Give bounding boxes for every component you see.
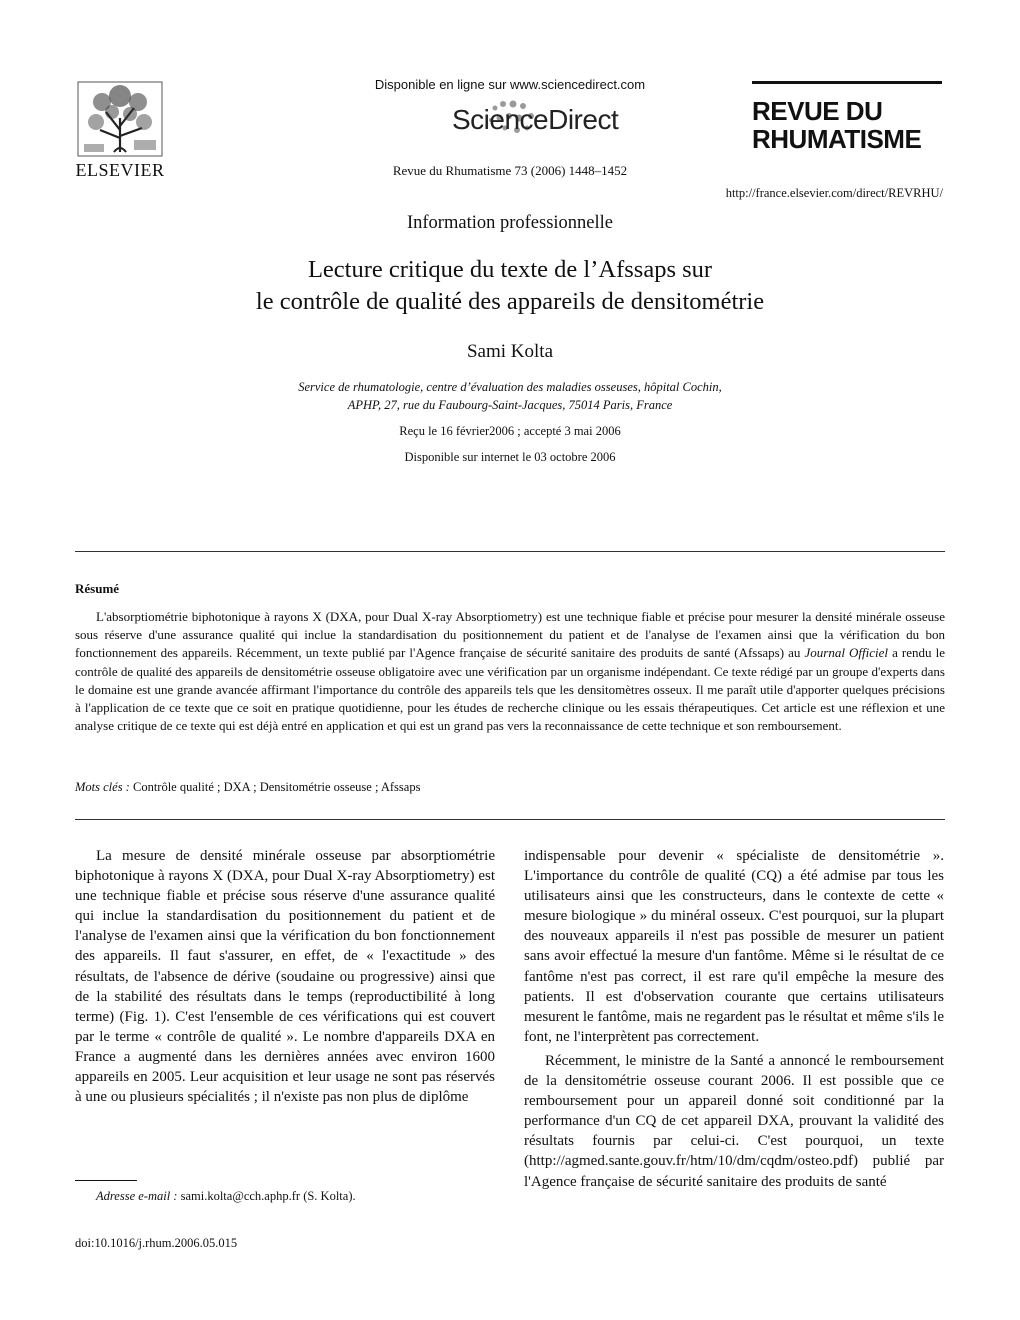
author-name: Sami Kolta xyxy=(466,341,554,362)
email-label: Adresse e-mail : xyxy=(96,1189,178,1203)
article-title-line1: Lecture critique du texte de l’Afssaps sur xyxy=(307,256,713,283)
journal-title xyxy=(752,97,952,153)
article-title xyxy=(110,254,910,318)
sciencedirect-brand: ScienceDirect xyxy=(452,104,619,135)
journal-title-line2: RHUMATISME xyxy=(752,124,922,154)
author-email-link[interactable]: sami.kolta@cch.aphp.fr xyxy=(180,1189,301,1203)
keywords-line xyxy=(75,780,945,795)
publisher-name: ELSEVIER xyxy=(75,160,165,180)
abstract-text-part2: a rendu le contrôle de qualité des appareils de densitométrie osseuse obligatoire avec une vérification par un organisme indépendant. Ce texte rédigé par un groupe d'experts dans le domaine est une grande avancée affirmant l'importance du contrôle des appareils tels que les densitomètres osseux. Il me paraît utile d'apporter quelques précisions à l'application de ce texte que ce soit en pratique quotidienne, pour les études de recherche clinique ou les essais thérapeutiques. Cet article est une réflexion et une analyse critique de ce texte qui est déjà entré en application et qui est un grand pas vers la reconnaissance de cette technique et son remboursement. xyxy=(75,645,945,734)
sciencedirect-availability: Disponible en ligne sur www.sciencedirect.com xyxy=(374,77,646,92)
abstract-bottom-divider xyxy=(75,819,945,820)
online-availability-date: Disponible sur internet le 03 octobre 2006 xyxy=(404,450,616,464)
article-title-line2: le contrôle de qualité des appareils de densitométrie xyxy=(255,288,765,315)
body-column-left xyxy=(75,846,495,1107)
abstract-text-part1: L'absorptiométrie biphotonique à rayons X (DXA, pour Dual X-ray Absorptiometry) est une technique fiable et précise pour mesurer la densité minérale osseuse sous réserve d'une assurance qualité qui inclue la standardisation du positionnement du patient et de l'analyse de l'examen ainsi que la vérification du bon fonctionnement des appareils. Récemment, un texte publié par l'Agence française de sécurité sanitaire des produits de santé (Afssaps) au xyxy=(75,609,945,661)
doi: doi:10.1016/j.rhum.2006.05.015 xyxy=(75,1236,238,1250)
author-affiliation xyxy=(150,378,870,414)
affiliation-line2: APHP, 27, rue du Faubourg-Saint-Jacques, 75014 Paris, France xyxy=(347,398,673,412)
author-email-footnote xyxy=(96,1189,356,1204)
journal-title-rule xyxy=(752,81,942,84)
article-category: Information professionnelle xyxy=(406,213,613,233)
abstract-top-divider xyxy=(75,551,945,552)
journal-url-link[interactable]: http://france.elsevier.com/direct/REVRHU/ xyxy=(725,186,943,200)
body-paragraph: La mesure de densité minérale osseuse par absorptiométrie biphotonique à rayons X (DXA, pour Dual X-ray Absorptiometry) est une technique fiable et précise sous réserve d'une assurance qualité qui inclue la standardisation du positionnement du patient et de l'analyse de l'examen ainsi que la vérification du bon fonctionnement des appareils. Il faut s'assurer, en effet, de « l'exactitude » des résultats, de l'absence de dérive (soudaine ou progressive) ainsi que de la stabilité des résultats dans le temps (reproductibilité à long terme) (Fig. 1). C'est l'ensemble de ces vérifications qui est couvert par le terme « contrôle de qualité ». Le nombre d'appareils DXA en France a augmenté dans les dernières années avec environ 1600 appareils en 2005. Leur acquisition et leur usage ne sont pas réservés à une ou plusieurs spécialités ; il n'existe pas non plus de diplôme xyxy=(75,848,495,1106)
received-accepted-dates: Reçu le 16 février2006 ; accepté 3 mai 2006 xyxy=(399,424,621,438)
journal-reference: Revue du Rhumatisme 73 (2006) 1448–1452 xyxy=(392,163,628,178)
email-suffix: (S. Kolta). xyxy=(300,1189,356,1203)
body-paragraph: Récemment, le ministre de la Santé a annoncé le remboursement de la densitométrie osseuse courant 2006. Il est possible que ce remboursement pour un appareil donné soit conditionné par la performance d'un CQ de cet appareil DXA, prouvant la validité des résultats fournis par celui-ci. C'est pourquoi, un texte (http://agmed.sante.gouv.fr/htm/10/dm/cqdm/osteo.pdf) publié par l'Agence française de sécurité sanitaire des produits de santé xyxy=(524,1052,944,1190)
journal-title-line1: REVUE DU xyxy=(752,96,883,126)
body-column-right xyxy=(524,846,944,1192)
keywords-list: Contrôle qualité ; DXA ; Densitométrie osseuse ; Afssaps xyxy=(132,780,421,794)
abstract-journal-officiel: Journal Officiel xyxy=(804,645,889,661)
affiliation-line1: Service de rhumatologie, centre d’évaluation des maladies osseuses, hôpital Cochin, xyxy=(298,380,722,394)
abstract-text xyxy=(75,608,945,735)
keywords-label: Mots clés : xyxy=(75,780,130,794)
abstract-heading: Résumé xyxy=(75,581,120,596)
footnote-rule xyxy=(75,1180,137,1181)
body-paragraph: indispensable pour devenir « spécialiste de densitométrie ». L'importance du contrôle de qualité (CQ) a été admise par tous les utilisateurs ainsi que les constructeurs, dans le contexte de cette « mesure biologique » du minéral osseux. C'est pourquoi, sur la plupart des nouveaux appareils il n'est pas possible de mesurer un patient sans avoir effectué la mesure d'un fantôme. Même si le résultat de ce fantôme n'est pas correct, il est rare qu'il empêche la mesure des patients. Il est d'observation courante que certains utilisateurs mesurent le fantôme, mais ne regardent pas le résultat et même s'ils le font, ne l'interprètent pas correctement. xyxy=(524,848,944,1045)
